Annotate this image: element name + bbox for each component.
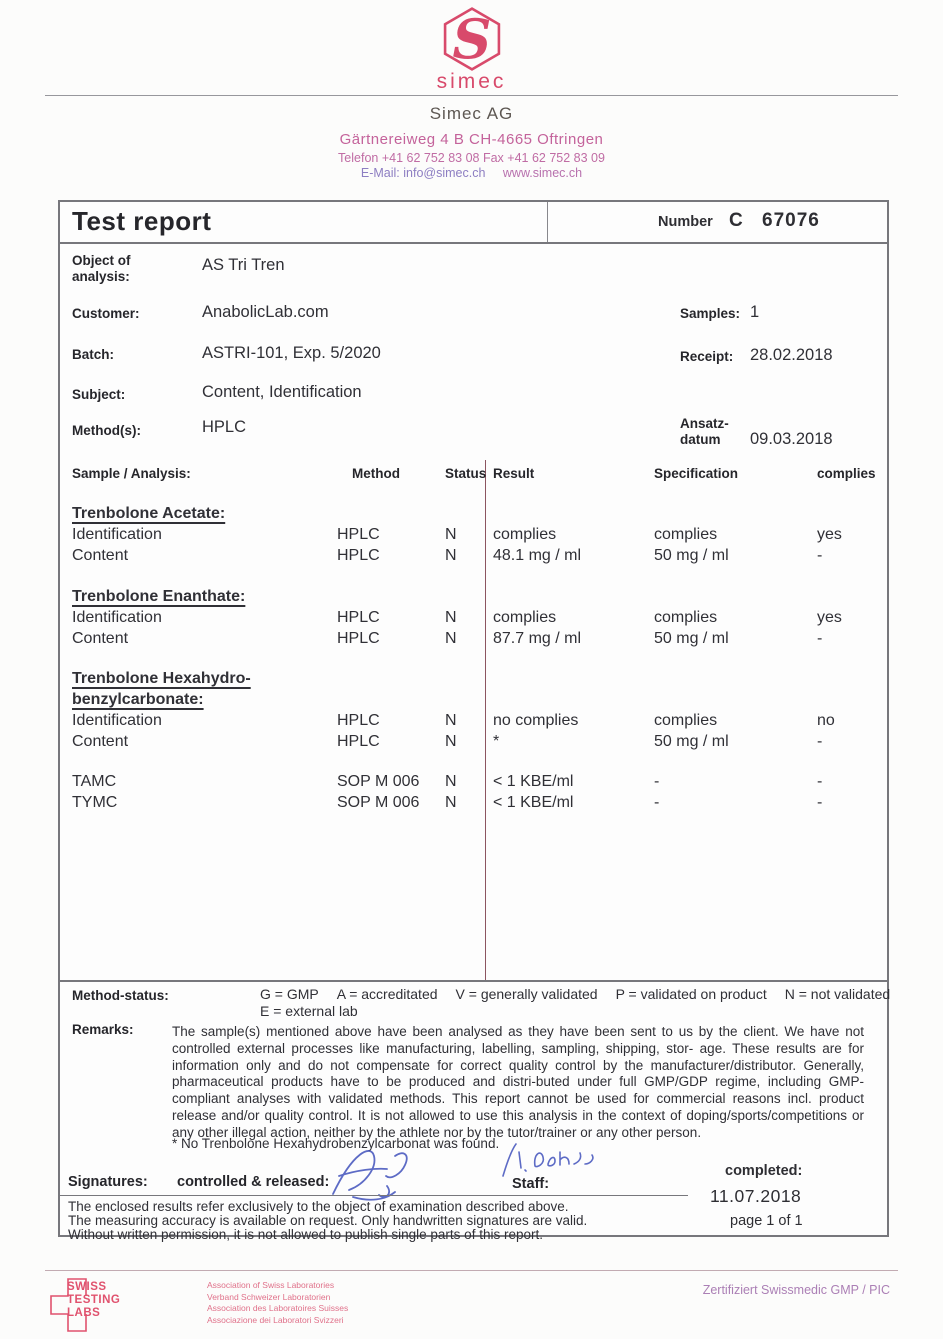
col-status: Status xyxy=(445,466,487,481)
signature-divider xyxy=(60,1195,688,1196)
company-website: www.simec.ch xyxy=(502,166,583,180)
page-indicator: page 1 of 1 xyxy=(730,1213,803,1229)
fine-print-line: The enclosed results refer exclusively to the object of examination described above. xyxy=(68,1199,569,1214)
customer-value: AnabolicLab.com xyxy=(202,303,329,321)
company-email: E-Mail: info@simec.ch xyxy=(360,166,486,180)
simec-logo-icon xyxy=(0,6,943,77)
object-value: AS Tri Tren xyxy=(202,256,285,274)
table-row: Content HPLC N 48.1 mg / ml 50 mg / ml - xyxy=(72,547,823,564)
company-address: Gärtnereiweg 4 B CH-4665 Oftringen xyxy=(339,131,604,148)
completed-label: completed: xyxy=(725,1163,803,1179)
ansatz-label: Ansatz- datum xyxy=(680,416,729,447)
subject-value: Content, Identification xyxy=(202,383,362,401)
company-name: Simec AG xyxy=(429,104,514,123)
logo-wordmark: simec xyxy=(436,70,507,93)
association-names: Association of Swiss Laboratories Verband Schweizer Laboratorien Association des Laboratoires Suisses Associazione dei Laboratori Svizzeri xyxy=(207,1280,349,1325)
group-title-row: Trenbolone Hexahydro- xyxy=(72,670,251,687)
method-status-legend-2: E = external lab xyxy=(260,1003,358,1019)
remarks-footnote: * No Trenbolone Hexahydrobenzylcarbonat was found. xyxy=(172,1136,500,1151)
remarks-text: The sample(s) mentioned above have been analysed as they have been sent to us by the client. We have not controlled external processes like manufacturing, labelling, sampling, shipping, stor- age. These results are for information only and do not compensate for correct quality control by the manufacturer/distributor. Generally, pharmaceutical products have to be produced and distri-buted under full GMP/GDP regime, including GMP-compliant analyses with validated methods. This report cannot be used for commercial reasons incl. product release and/or quality control. It is not allowed to use this analysis in the context of doping/sports/competitions or any other illegal action, neither by the athlete nor by the tutor/trainer or any other person. xyxy=(172,1024,864,1140)
table-row: Identification HPLC N no complies complies no xyxy=(72,712,835,729)
number-prefix: C xyxy=(729,210,743,231)
batch-value: ASTRI-101, Exp. 5/2020 xyxy=(202,344,381,362)
table-row: Content HPLC N 87.7 mg / ml 50 mg / ml - xyxy=(72,630,823,647)
col-spec: Specification xyxy=(654,466,739,481)
completed-date: 11.07.2018 xyxy=(710,1186,802,1206)
footer-divider xyxy=(45,1270,898,1271)
company-email-web xyxy=(0,166,943,180)
col-result: Result xyxy=(493,466,535,481)
group-title-row: benzylcarbonate: xyxy=(72,691,204,708)
table-row: TYMC SOP M 006 N < 1 KBE/ml - - xyxy=(72,794,823,811)
col-sample: Sample / Analysis: xyxy=(72,466,191,481)
methods-label: Method(s): xyxy=(72,423,141,438)
object-label: Object of analysis: xyxy=(72,253,131,284)
col-method: Method xyxy=(352,466,400,481)
results-table xyxy=(60,460,887,982)
method-status-label: Method-status: xyxy=(72,988,169,1003)
controlled-released-label: controlled & released: xyxy=(177,1174,330,1190)
staff-label: Staff: xyxy=(512,1176,550,1192)
batch-label: Batch: xyxy=(72,347,115,362)
table-row: TAMC SOP M 006 N < 1 KBE/ml - - xyxy=(72,773,823,790)
header-divider xyxy=(45,95,898,96)
methods-value: HPLC xyxy=(202,418,247,436)
remarks-label: Remarks: xyxy=(72,1022,134,1037)
table-row: Identification HPLC N complies complies yes xyxy=(72,526,842,543)
swiss-testing-labs-logo: SWISS TESTING LABS xyxy=(67,1281,121,1319)
signatures-label: Signatures: xyxy=(68,1174,148,1190)
fine-print-line: Without written permission, it is not allowed to publish single parts of this report. xyxy=(68,1227,543,1242)
report-title: Test report xyxy=(72,206,212,236)
signature-staff-image xyxy=(495,1140,605,1189)
table-header-row xyxy=(60,466,887,481)
table-row: Content HPLC N * 50 mg / ml - xyxy=(72,733,823,750)
samples-label: Samples: xyxy=(680,306,741,321)
svg-text:S: S xyxy=(452,7,491,72)
col-complies: complies xyxy=(817,466,876,481)
customer-label: Customer: xyxy=(72,306,140,321)
certification-note: Zertifiziert Swissmedic GMP / PIC xyxy=(702,1283,890,1297)
titlebar-divider xyxy=(547,202,548,242)
table-row: Identification HPLC N complies complies yes xyxy=(72,609,842,626)
ansatz-value: 09.03.2018 xyxy=(750,430,833,448)
fine-print-line: The measuring accuracy is available on request. Only handwritten signatures are valid. xyxy=(68,1213,588,1228)
samples-value: 1 xyxy=(750,303,760,321)
report-titlebar xyxy=(60,202,887,244)
subject-label: Subject: xyxy=(72,387,126,402)
group-title-row: Trenbolone Enanthate: xyxy=(72,588,246,605)
receipt-label: Receipt: xyxy=(680,349,734,364)
receipt-value: 28.02.2018 xyxy=(750,346,833,364)
method-status-legend: G = GMP A = accreditated V = generally validated P = validated on product N = not validated xyxy=(260,986,891,1002)
report-frame xyxy=(58,200,891,1242)
number-label: Number xyxy=(658,214,713,230)
number-value: 67076 xyxy=(762,210,820,231)
company-phone-fax: Telefon +41 62 752 83 08 Fax +41 62 752 83 09 xyxy=(338,151,605,165)
group-title-row: Trenbolone Acetate: xyxy=(72,505,226,522)
